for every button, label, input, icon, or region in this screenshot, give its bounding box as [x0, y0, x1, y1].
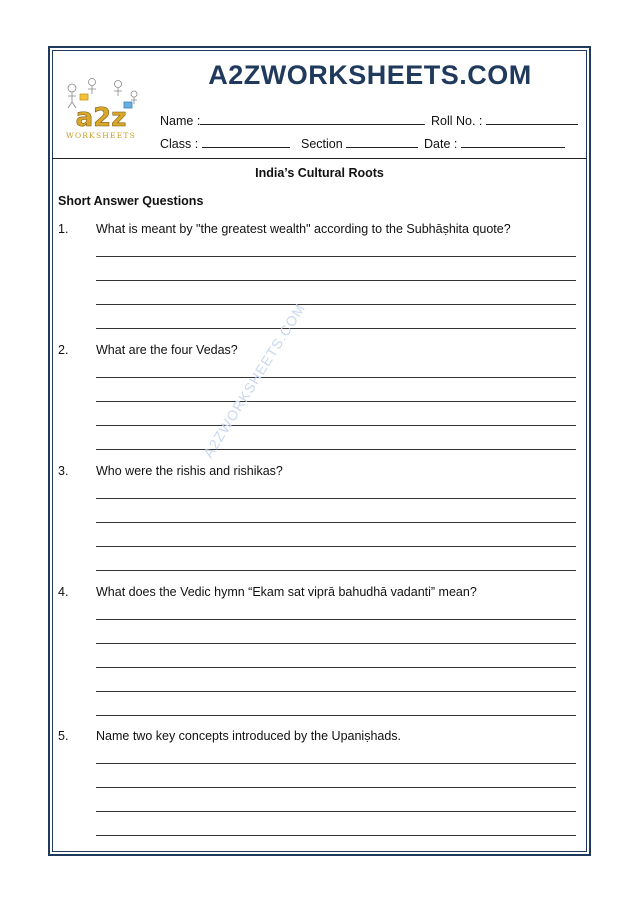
answer-line[interactable] — [96, 401, 576, 402]
class-blank[interactable] — [202, 136, 290, 148]
logo-text: a2z — [75, 103, 127, 133]
answer-line[interactable] — [96, 280, 576, 281]
watermark: A2ZWORKSHEETS.COM — [200, 300, 309, 461]
answer-line[interactable] — [96, 304, 576, 305]
question-text: What does the Vedic hymn “Ekam sat viprā bahudhā vadanti” mean? — [96, 585, 477, 599]
roll-label: Roll No. : — [431, 114, 483, 128]
site-title: A2ZWORKSHEETS.COM — [208, 60, 532, 90]
question-number: 3. — [58, 464, 69, 478]
question-number: 2. — [58, 343, 69, 357]
roll-field[interactable] — [431, 113, 578, 128]
answer-line[interactable] — [96, 377, 576, 378]
answer-line[interactable] — [96, 256, 576, 257]
date-field[interactable] — [424, 136, 565, 151]
date-blank[interactable] — [461, 136, 565, 148]
question-text: What is meant by "the greatest wealth" according to the Subhāṣhita quote? — [96, 222, 511, 236]
question-number: 5. — [58, 729, 69, 743]
answer-line[interactable] — [96, 546, 576, 547]
answer-line[interactable] — [96, 691, 576, 692]
answer-line[interactable] — [96, 570, 576, 571]
section-heading: Short Answer Questions — [58, 194, 204, 208]
answer-line[interactable] — [96, 835, 576, 836]
answer-line[interactable] — [96, 619, 576, 620]
class-field[interactable] — [160, 136, 290, 151]
answer-line[interactable] — [96, 787, 576, 788]
name-label: Name : — [160, 114, 201, 128]
answer-line[interactable] — [96, 643, 576, 644]
question-text: What are the four Vedas? — [96, 343, 238, 357]
name-field[interactable] — [160, 113, 425, 128]
date-label: Date : — [424, 137, 458, 151]
answer-line[interactable] — [96, 498, 576, 499]
section-field[interactable] — [301, 136, 418, 151]
section-label: Section — [301, 137, 343, 151]
answer-line[interactable] — [96, 425, 576, 426]
answer-line[interactable] — [96, 449, 576, 450]
answer-line[interactable] — [96, 328, 576, 329]
class-label: Class : — [160, 137, 199, 151]
worksheet-title: India’s Cultural Roots — [255, 166, 384, 180]
answer-line[interactable] — [96, 667, 576, 668]
answer-line[interactable] — [96, 811, 576, 812]
question-number: 1. — [58, 222, 69, 236]
answer-line[interactable] — [96, 763, 576, 764]
answer-line[interactable] — [96, 715, 576, 716]
roll-blank[interactable] — [486, 113, 578, 125]
question-text: Who were the rishis and rishikas? — [96, 464, 283, 478]
question-number: 4. — [58, 585, 69, 599]
question-text: Name two key concepts introduced by the Upaniṣhads. — [96, 729, 402, 743]
logo-subtext: WORKSHEETS — [66, 131, 136, 140]
header-divider — [52, 158, 587, 159]
name-blank[interactable] — [200, 113, 425, 125]
section-blank[interactable] — [346, 136, 418, 148]
answer-line[interactable] — [96, 522, 576, 523]
a2z-logo — [58, 74, 144, 144]
